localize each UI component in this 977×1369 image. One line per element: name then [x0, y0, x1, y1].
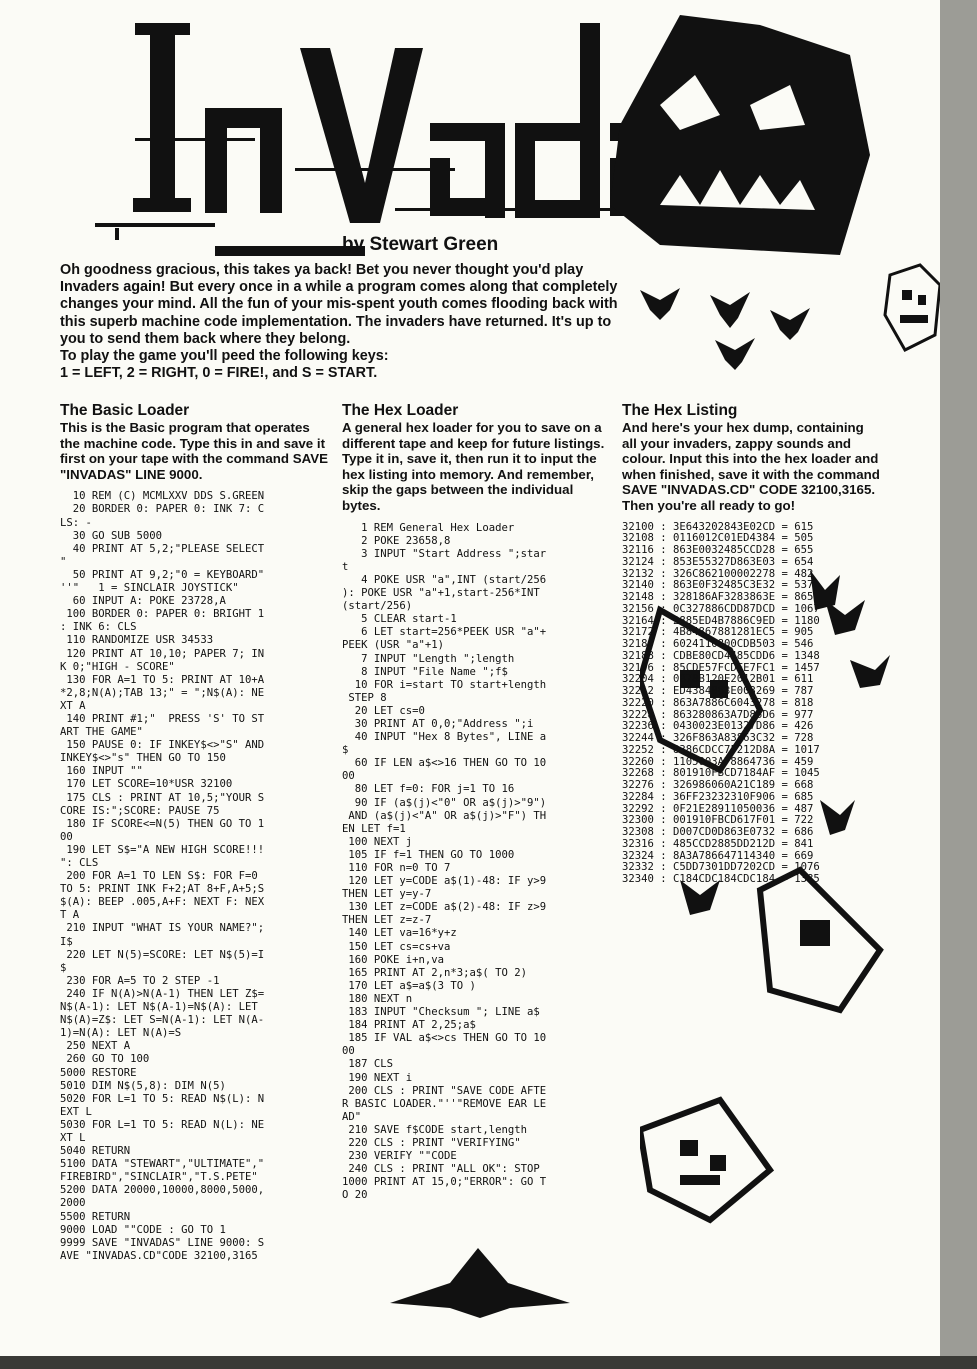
hex-loader-heading: The Hex Loader [342, 402, 459, 419]
byline: by Stewart Green [342, 234, 499, 255]
hex-listing-code: 32100 : 3E643202843E02CD = 615 32108 : 0116012C01ED4384 = 505 32116 : 863E0032485CCD28 = 655 32124 : 853E55327D863E03 = 654 32132 : 326C862100002278 = 482 32140 : 863E0F32485C3E32 = 537 32148 : 328186AF3283863E = 865 32156 : 0C327886CDD87DCD = 1067 32164 : 2885ED4B7886C9ED = 1180 32172 : 4B84867881281EC5 = 905 32180 : 6024110800CDB503 = 546 32188 : CDBE80CD4485CDD6 = 1348 32196 : 85CDE57FCDEE7FC1 = 1457 32204 : 0B78B120E2012B01 = 611 32212 : ED4384863E003269 = 787 32220 : 863A7886C6043278 = 818 32228 : 863280863A7D86D6 = 977 32236 : 0430023E01327D86 = 426 32244 : 326F863A83863C32 = 728 32252 : 8386CDCC7F212D8A = 1017 32260 : 1105003A78864736 = 459 32268 : 801910FBCD7184AF = 1045 32276 : 326986060A21C189 = 668 32284 : 36FF23232310F906 = 685 32292 : 0F21E28911050036 = 487 32300 : 001910FBCD617F01 = 722 32308 : D007CD0D863E0732 = 686 32316 : 485CCD2885DD212D = 841 32324 : 8A3A786647114340 = 669 32332 : C5DD7301DD7202CD = 1076 32340 : C184CDC184CDC184 = 1385 [622, 520, 820, 886]
intro-paragraph: Oh goodness gracious, this takes ya back! Bet you never thought you'd play Invaders again! But every once in a while a program comes along that completely changes your mind. All the fun of your mis-spent youth comes flooding back with this superb machine code implementation. The invaders have returned. It's up to you to send them back where they belong. [60, 262, 618, 347]
hex-loader-code: 1 REM General Hex Loader 2 POKE 23658,8 3 INPUT "Start Address ";star t 4 POKE USR "a",INT (start/256 ): POKE USR "a"+1,start-256*INT (start/256) 5 CLEAR start-1 6 LET start=256*PEEK USR "a"+ PEEK (USR "a"+1) 7 INPUT "Length ";length 8 INPUT "File Name ";f$ 10 FOR i=start TO start+length STEP 8 20 LET cs=0 30 PRINT AT 0,0;"Address ";i 40 INPUT "Hex 8 Bytes", LINE a $ 60 IF LEN a$<>16 THEN GO TO 10 00 80 LET f=0: FOR j=1 TO 16 90 IF (a$(j)<"0" OR a$(j)>"9") AND (a$(j)<"A" OR a$(j)>"F") TH EN LET f=1 100 NEXT j 105 IF f=1 THEN GO TO 1000 110 FOR n=0 TO 7 120 LET y=CODE a$(1)-48: IF y>9 THEN LET y=y-7 130 LET z=CODE a$(2)-48: IF z>9 THEN LET z=z-7 140 LET va=16*y+z 150 LET cs=cs+va 160 POKE i+n,va 165 PRINT AT 2,n*3;a$( TO 2) 170 LET a$=a$(3 TO ) 180 NEXT n 183 INPUT "Checksum "; LINE a$ 184 PRINT AT 2,25;a$ 185 IF VAL a$<>cs THEN GO TO 10 00 187 CLS 190 NEXT i 200 CLS : PRINT "SAVE CODE AFTE R BASIC LOADER."''"REMOVE EAR LE AD" 210 SAVE f$CODE start,length 220 CLS : PRINT "VERIFYING" 230 VERIFY ""CODE 240 CLS : PRINT "ALL OK": STOP 1000 PRINT AT 15,0;"ERROR": GO T O 20 [342, 521, 547, 1202]
large-invader-icon [600, 5, 875, 265]
basic-loader-heading: The Basic Loader [60, 402, 190, 419]
intro-keys-line-2: 1 = LEFT, 2 = RIGHT, 0 = FIRE!, and S = START. [60, 365, 378, 382]
small-invaders-icon [630, 270, 820, 380]
skull-invader-icon [880, 255, 945, 365]
intro-keys-line-1: To play the game you'll peed the following keys: [60, 348, 389, 365]
page-bottom-edge [0, 1356, 977, 1369]
hex-listing-heading: The Hex Listing [622, 402, 738, 419]
intro-text [60, 262, 620, 382]
page-edge [940, 0, 977, 1369]
basic-loader-code: 10 REM (C) MCMLXXV DDS S.GREEN 20 BORDER 0: PAPER 0: INK 7: C LS: - 30 GO SUB 5000 40 PRINT AT 5,2;"PLEASE SELECT " 50 PRINT AT 9,2;"0 = KEYBOARD" ''" 1 = SINCLAIR JOYSTICK" 60 INPUT A: POKE 23728,A 100 BORDER 0: PAPER 0: BRIGHT 1 : INK 6: CLS 110 RANDOMIZE USR 34533 120 PRINT AT 10,10; PAPER 7; IN K 0;"HIGH - SCORE" 130 FOR A=1 TO 5: PRINT AT 10+A *2,8;N(A);TAB 13;" = ";N$(A): NE XT A 140 PRINT #1;" PRESS 'S' TO ST ART THE GAME" 150 PAUSE 0: IF INKEY$<>"S" AND INKEY$<>"s" THEN GO TO 150 160 INPUT "" 170 LET SCORE=10*USR 32100 175 CLS : PRINT AT 10,5;"YOUR S CORE IS:";SCORE: PAUSE 75 180 IF SCORE<=N(5) THEN GO TO 1 00 190 LET S$="A NEW HIGH SCORE!!! ": CLS 200 FOR A=1 TO LEN S$: FOR F=0 TO 5: PRINT INK F+2;AT 8+F,A+5;S $(A): BEEP .005,A+F: NEXT F: NEX T A 210 INPUT "WHAT IS YOUR NAME?"; I$ 220 LET N(5)=SCORE: LET N$(5)=I $ 230 FOR A=5 TO 2 STEP -1 240 IF N(A)>N(A-1) THEN LET Z$= N$(A-1): LET N$(A-1)=N$(A): LET N$(A)=Z$: LET S=N(A-1): LET N(A- 1)=N(A): LET N(A)=S 250 NEXT A 260 GO TO 100 5000 RESTORE 5010 DIM N$(5,8): DIM N(5) 5020 FOR L=1 TO 5: READ N$(L): N EXT L 5030 FOR L=1 TO 5: READ N(L): NE XT L 5040 RETURN 5100 DATA "STEWART","ULTIMATE"," FIREBIRD","SINCLAIR","T.S.PETE" 5200 DATA 20000,10000,8000,5000, 2000 5500 RETURN 9000 LOAD ""CODE : GO TO 1 9999 SAVE "INVADAS" LINE 9000: S AVE "INVADAS.CD"CODE 32100,3165 [60, 490, 265, 1262]
player-ship-icon [390, 1248, 570, 1318]
hex-listing-column [622, 402, 882, 886]
hex-listing-subtext: And here's your hex dump, containing all your invaders, zappy sounds and colour. Input this into the hex loader and when finished, save it with the command SAVE "INVADAS.CD" CODE 32100,3165. Then you're all ready to go! [622, 420, 880, 513]
hex-loader-subtext: A general hex loader for you to save on a different tape and keep for future listings. Type it in, save it, then run it to input the hex listing into memory. And remember, skip the gaps between the individual bytes. [342, 420, 605, 513]
hex-loader-column [342, 402, 614, 1202]
basic-loader-subtext: This is the Basic program that operates the machine code. Type this in and save it first on your tape with the command SAVE "INVADAS" LINE 9000. [60, 420, 328, 482]
basic-loader-column [60, 402, 332, 1263]
